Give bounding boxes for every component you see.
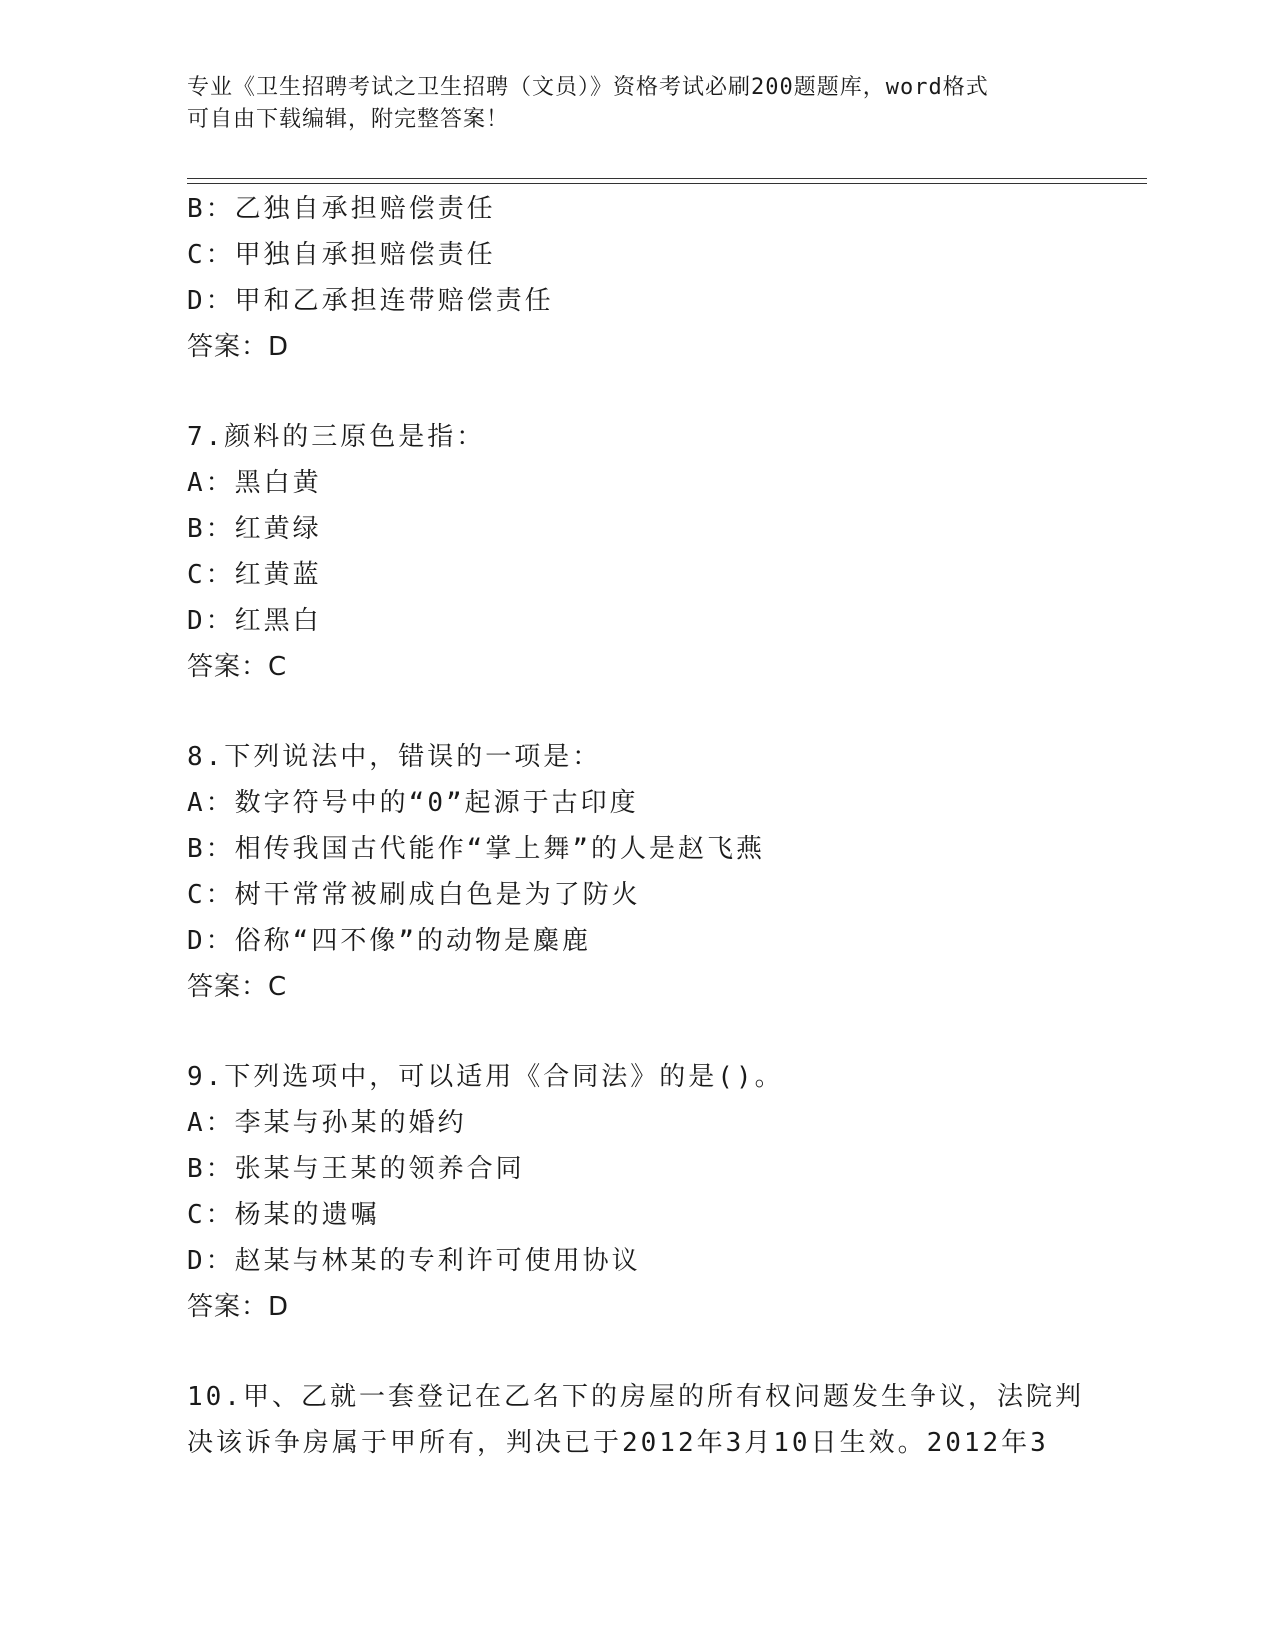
option-letter: C [187,1200,206,1230]
header-line-1: 专业《卫生招聘考试之卫生招聘（文员）》资格考试必刷200题题库，word格式 [187,75,989,100]
question-7 [187,414,1087,690]
option-letter: C [187,240,206,270]
option-text: 杨某的遗嘱 [234,1200,380,1230]
answer-line: 答案：D [187,332,290,362]
option-text: 相传我国古代能作“掌上舞”的人是赵飞燕 [234,834,765,864]
document-header [187,72,1067,136]
answer-line: 答案：D [187,1292,290,1322]
option-d: D：红黑白 [187,606,322,636]
option-letter: D [187,926,206,956]
option-a: A：数字符号中的“0”起源于古印度 [187,788,639,818]
header-divider-bottom [187,183,1147,184]
question-list [187,186,1087,1466]
option-d: D：赵某与林某的专利许可使用协议 [187,1246,641,1276]
option-letter: A [187,468,206,498]
option-text: 甲独自承担赔偿责任 [234,240,496,270]
option-c: C：树干常常被刷成白色是为了防火 [187,880,641,910]
answer-line: 答案：C [187,652,288,682]
option-letter: D [187,1246,206,1276]
question-text: 8.下列说法中，错误的一项是： [187,742,602,772]
option-text: 李某与孙某的婚约 [234,1108,467,1138]
option-text: 树干常常被刷成白色是为了防火 [234,880,641,910]
option-text: 赵某与林某的专利许可使用协议 [234,1246,641,1276]
question-8 [187,734,1087,1010]
option-text: 甲和乙承担连带赔偿责任 [234,286,554,316]
question-text-line-1: 10.甲、乙就一套登记在乙名下的房屋的所有权问题发生争议，法院判 [187,1382,1084,1412]
option-a: A：黑白黄 [187,468,322,498]
option-a: A：李某与孙某的婚约 [187,1108,467,1138]
option-text: 黑白黄 [234,468,322,498]
option-letter: D [187,606,206,636]
option-letter: A [187,788,206,818]
option-text: 俗称“四不像”的动物是麋鹿 [234,926,591,956]
option-text: 红黄绿 [234,514,322,544]
question-6-tail [187,186,1087,370]
option-letter: B [187,1154,206,1184]
question-text: 7.颜料的三原色是指： [187,422,486,452]
option-b: B：张某与王某的领养合同 [187,1154,525,1184]
header-divider-top [187,178,1147,179]
option-b: B：相传我国古代能作“掌上舞”的人是赵飞燕 [187,834,765,864]
question-text: 9.下列选项中，可以适用《合同法》的是()。 [187,1062,784,1092]
option-b: B：红黄绿 [187,514,322,544]
option-letter: B [187,194,206,224]
answer-line: 答案：C [187,972,288,1002]
option-text: 红黑白 [234,606,322,636]
question-9 [187,1054,1087,1330]
option-text: 数字符号中的“0”起源于古印度 [234,788,639,818]
option-d: D：甲和乙承担连带赔偿责任 [187,286,554,316]
option-b: B：乙独自承担赔偿责任 [187,194,496,224]
option-text: 红黄蓝 [234,560,322,590]
option-letter: B [187,514,206,544]
option-letter: C [187,560,206,590]
option-c: C：甲独自承担赔偿责任 [187,240,496,270]
question-10 [187,1374,1087,1466]
header-line-2: 可自由下载编辑，附完整答案！ [187,107,510,132]
option-letter: C [187,880,206,910]
option-c: C：杨某的遗嘱 [187,1200,380,1230]
option-letter: A [187,1108,206,1138]
option-c: C：红黄蓝 [187,560,322,590]
option-letter: D [187,286,206,316]
option-d: D：俗称“四不像”的动物是麋鹿 [187,926,591,956]
option-text: 乙独自承担赔偿责任 [234,194,496,224]
option-text: 张某与王某的领养合同 [234,1154,525,1184]
question-text-line-2: 决该诉争房属于甲所有，判决已于2012年3月10日生效。2012年3 [187,1428,1049,1458]
option-letter: B [187,834,206,864]
